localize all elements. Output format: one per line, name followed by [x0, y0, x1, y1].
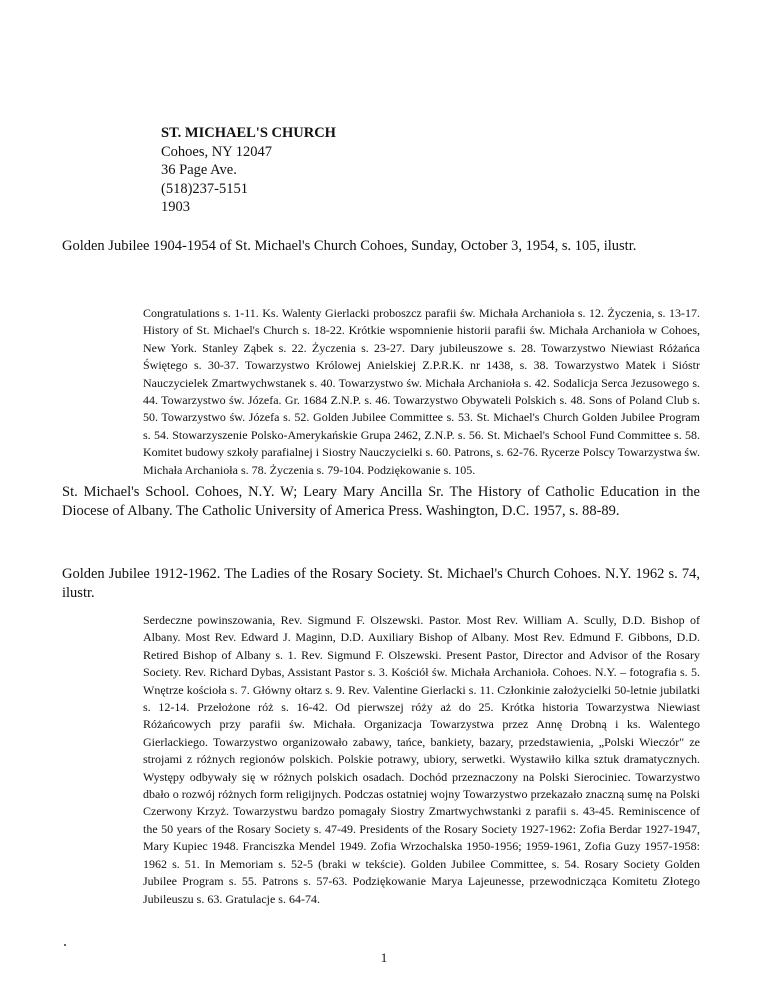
entry-note-rosary-society-1962: Serdeczne powinszowania, Rev. Sigmund F. Olszewski. Pastor. Most Rev. William A. Scully, D.D. Bishop of Albany. Most Rev. Edward J. Maginn, D.D. Auxiliary Bishop of Albany. Most Rev. Edmund F. Gibbons, D.D. Retired Bishop of Albany s. 1. Rev. Sigmund F. Olszewski. Present Pastor, Director and Advisor of the Rosary Society. Rev. Richard Dybas, Assistant Pastor s. 3. Kościół św. Michała Archanioła. Cohoes. N.Y. – fotografia s. 5. Wnętrze kościoła s. 7. Główny ołtarz s. 9. Rev. Valentine Gierlacki s. 11. Członkinie założycielki 50-letnie jubilatki s. 12-14. Przełożone róż s. 16-42. Od pierwszej róży aż do 25. Krótka historia Towarzystwa Niewiast Różańcowych przy parafii św. Michała. Organizacja Towarzystwa przez Annę Drobną i ks. Walentego Gierlackiego. Towarzystwo organizowało zabawy, tańce, bankiety, bazary, przedstawienia, „Polski Wieczór" ze strojami z różnych regionów polskich. Polskie potrawy, ubiory, serwetki. Wystawiło kilka sztuk dramatycznych. Występy odbywały się w różnych polskich osadach. Dochód przeznaczony na Polski Sierociniec. Towarzystwo dbało o rozwój różnych form religijnych. Podczas ostatniej wojny Towarzystwo przekazało znaczną sumę na Polski Czerwony Krzyż. Towarzystwu bardzo pomagały Siostry Zmartwychwstanki z parafii s. 43-45. Reminiscence of the 50 years of the Rosary Society s. 47-49. Presidents of the Rosary Society 1927-1962: Zofia Berdar 1927-1947, Mary Kupiec 1948. Franciszka Mendel 1949. Zofia Wrzochalska 1950-1956; 1959-1961, Zofia Guzy 1957-1958: 1962 s. 51. In Memoriam s. 52-5 (braki w tekście). Golden Jubilee Committee, s. 54. Rosary Society Golden Jubilee Program s. 55. Patrons s. 57-63. Podziękowanie Marya Lajeunesse, przewodnicząca Komitetu Złotego Jubileuszu s. 63. Gratulacje s. 64-74.: [143, 613, 700, 906]
page-number: 1: [380, 950, 388, 965]
bibliography-entry-golden-jubilee-1954: Golden Jubilee 1904-1954 of St. Michael's Church Cohoes, Sunday, October 3, 1954, s. 105, ilustr.: [62, 238, 637, 254]
bibliography-entry-rosary-society-1962: Golden Jubilee 1912-1962. The Ladies of the Rosary Society. St. Michael's Church Cohoes. N.Y. 1962 s. 74, ilustr.: [62, 566, 700, 601]
church-year: 1903: [161, 199, 190, 215]
church-city: Cohoes, NY 12047: [161, 143, 273, 160]
church-street: 36 Page Ave.: [161, 162, 237, 178]
entry-note-golden-jubilee-1954: Congratulations s. 1-11. Ks. Walenty Gierlacki proboszcz parafii św. Michała Archanioła s. 12. Życzenia, s. 13-17. History of St. Michael's Church s. 18-22. Krótkie wspomnienie historii parafii św. Michała Archanioła w Cohoes, New York. Stanley Ząbek s. 22. Życzenia s. 23-27. Dary jubileuszowe s. 28. Towarzystwo Niewiast Różańca Świętego s. 30-37. Towarzystwo Królowej Anielskiej Z.P.R.K. nr 1438, s. 38. Towarzystwo Matek i Sióstr Nauczycielek Zmartwychwstanek s. 40. Towarzystwo św. Michała Archanioła s. 42. Sodalicja Serca Jezusowego s. 44. Towarzystwo św. Józefa. Gr. 1684 Z.N.P. s. 46. Towarzystwo Obywateli Polskich s. 48. Sons of Poland Club s. 50. Towarzystwo św. Józefa s. 52. Golden Jubilee Committee s. 53. St. Michael's Church Golden Jubilee Program s. 54. Stowarzyszenie Polsko-Amerykańskie Grupa 2462, Z.N.P. s. 56. St. Michael's School Fund Committee s. 58. Komitet budowy szkoły parafialnej i Siostry Nauczycielki s. 60. Patrons, s. 62-76. Rycerze Polscy Towarzystwa św. Michała Archanioła s. 78. Życzenia s. 79-104. Podziękowanie s. 105.: [143, 306, 700, 477]
church-phone: (518)237-5151: [161, 180, 248, 197]
bibliography-entry-st-michaels-school: St. Michael's School. Cohoes, N.Y. W; Leary Mary Ancilla Sr. The History of Catholic Education in the Diocese of Albany. The Catholic University of America Press. Washington, D.C. 1957, s. 88-89.: [62, 484, 700, 519]
church-name: ST. MICHAEL'S CHURCH: [161, 125, 336, 141]
church-header: [161, 124, 581, 217]
scan-speck: [64, 944, 66, 946]
